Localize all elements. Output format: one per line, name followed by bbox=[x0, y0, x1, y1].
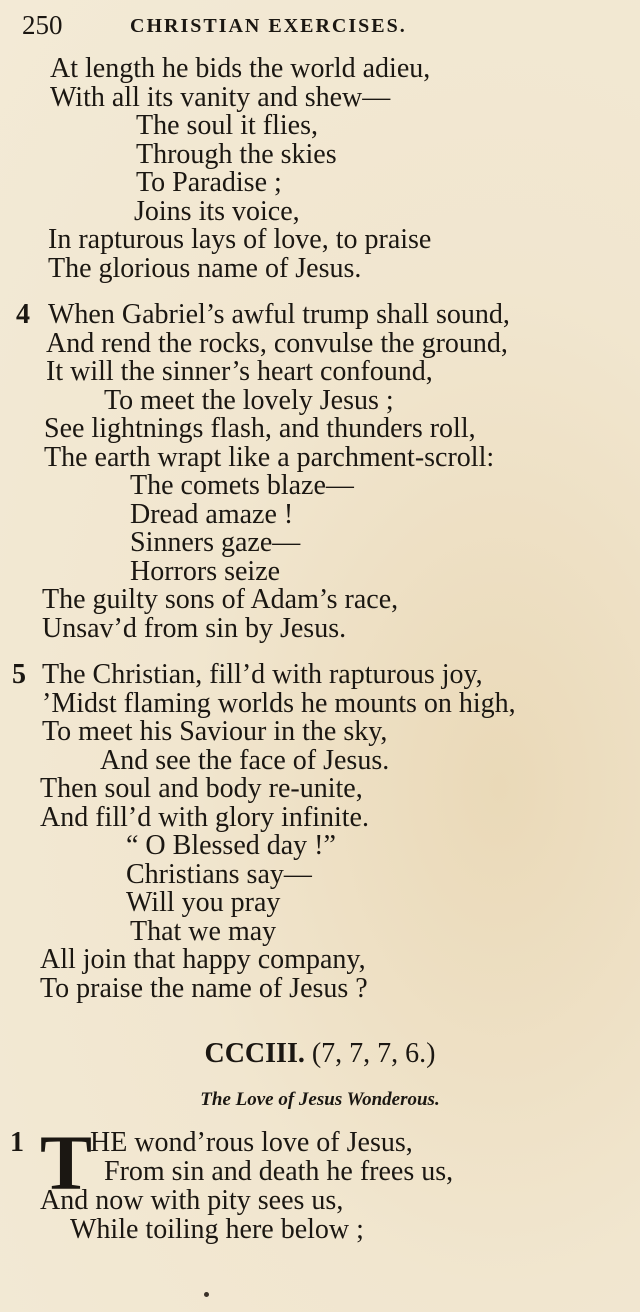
page-number: 250 bbox=[22, 10, 63, 40]
verse-line: “ O Blessed day !” bbox=[126, 830, 336, 861]
drop-cap: T bbox=[40, 1119, 93, 1206]
verse-line: HE wond’rous love of Jesus, bbox=[90, 1127, 413, 1158]
verse-line: Unsav’d from sin by Jesus. bbox=[42, 613, 347, 644]
verse-line: Through the skies bbox=[136, 139, 337, 170]
verse-line: To meet the lovely Jesus ; bbox=[104, 385, 394, 416]
verse-line: To Paradise ; bbox=[136, 167, 282, 198]
hymn-meter: (7, 7, 7, 6.) bbox=[311, 1038, 436, 1069]
verse-line: And now with pity sees us, bbox=[40, 1185, 344, 1216]
verse-line: And fill’d with glory infinite. bbox=[40, 802, 369, 833]
verse-number: 1 bbox=[10, 1127, 24, 1158]
verse-line: The soul it flies, bbox=[136, 110, 318, 141]
verse-line: Horrors seize bbox=[130, 556, 281, 587]
verse-line: The glorious name of Jesus. bbox=[48, 253, 362, 284]
verse-line: To meet his Saviour in the sky, bbox=[42, 716, 388, 747]
verse-line: With all its vanity and shew— bbox=[50, 82, 391, 113]
verse-line: That we may bbox=[130, 916, 277, 947]
verse-line: ’Midst flaming worlds he mounts on high, bbox=[42, 688, 516, 719]
verse-number: 5 bbox=[12, 659, 26, 690]
verse-line: Will you pray bbox=[126, 887, 281, 918]
verse-line: Dread amaze ! bbox=[130, 499, 294, 530]
hymn-number: CCCIII. bbox=[204, 1038, 305, 1069]
page-header bbox=[22, 10, 622, 40]
verse-line: Christians say— bbox=[126, 859, 312, 890]
verse-line: While toiling here below ; bbox=[70, 1214, 364, 1245]
hymn-heading bbox=[0, 1038, 640, 1070]
hymn-title: The Love of Jesus Wonderous. bbox=[200, 1089, 440, 1110]
verse-line: See lightnings flash, and thunders roll, bbox=[44, 413, 476, 444]
verse-line: And rend the rocks, convulse the ground, bbox=[46, 328, 508, 359]
verse-line: Joins its voice, bbox=[134, 196, 300, 227]
verse-line: To praise the name of Jesus ? bbox=[40, 973, 368, 1004]
verse-line: The guilty sons of Adam’s race, bbox=[42, 584, 399, 615]
verse-line: The earth wrapt like a parchment-scroll: bbox=[44, 442, 495, 473]
verse-line: The comets blaze— bbox=[130, 470, 354, 501]
verse-line: At length he bids the world adieu, bbox=[50, 53, 431, 84]
verse-line: When Gabriel’s awful trump shall sound, bbox=[48, 299, 510, 330]
ink-speck bbox=[204, 1292, 209, 1297]
running-head: CHRISTIAN EXERCISES. bbox=[130, 15, 407, 37]
verse-line: All join that happy company, bbox=[40, 944, 366, 975]
verse-line: In rapturous lays of love, to praise bbox=[48, 224, 432, 255]
verse-line: It will the sinner’s heart confound, bbox=[46, 356, 433, 387]
verse-line: Then soul and body re-unite, bbox=[40, 773, 363, 804]
verse-number: 4 bbox=[16, 299, 30, 330]
verse-line: From sin and death he frees us, bbox=[104, 1156, 454, 1187]
verse-line: Sinners gaze— bbox=[130, 527, 301, 558]
verse-line: And see the face of Jesus. bbox=[100, 745, 390, 776]
verse-line: The Christian, fill’d with rapturous joy, bbox=[42, 659, 483, 690]
